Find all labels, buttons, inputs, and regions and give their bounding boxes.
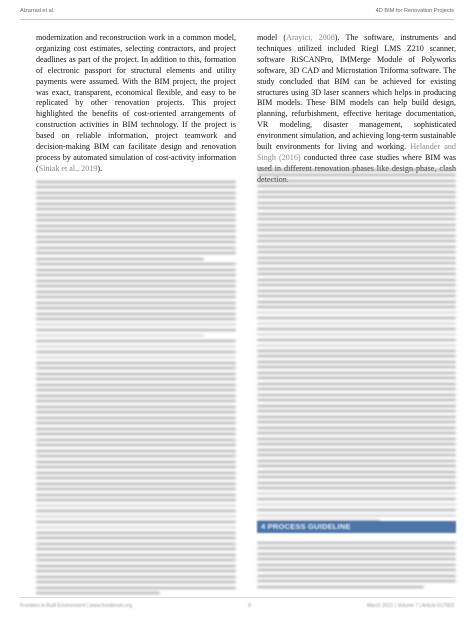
left-line-11: design and renovation process by automated simulation of [36,142,236,162]
header-title: 4D BIM for Renovation Projects [375,8,454,14]
left-line-4: of electronic passport for structural elements and utility payments [36,65,236,86]
header-divider [20,19,454,20]
left-citation[interactable]: Siniak et al., 2019 [38,163,98,173]
right-citation-1[interactable]: Arayici, 2008 [286,33,335,42]
right-text-2: conducted three case studies where BIM was [303,152,456,162]
left-line-8: cost-oriented arrangements of construction activities in BIM [36,109,236,130]
footer-issue: March 2021 | Volume 7 | Article 617553 [366,603,454,609]
footer-page-number: 8 [248,603,251,609]
left-line-9: technology. If the project is based on reliable information, [36,120,236,141]
left-line-7: other renovation projects. This project highlighted the benefits of [36,98,236,119]
running-header [20,5,454,17]
footer-divider [20,597,454,598]
right-column [257,33,456,593]
right-blurred-text-upper [257,169,456,525]
right-paragraph [257,33,456,186]
right-blurred-text-lower [257,542,456,591]
page-footer [20,601,454,611]
left-line-5: were assumed. With the BIM project, the project was exact, [36,76,236,97]
left-line-10: project teamwork and decision-making BIM can facilitate [36,131,236,152]
section-heading-bar [257,521,456,533]
section-heading: 4 PROCESS GUIDELINE [261,522,351,531]
left-column [36,33,236,593]
left-paragraph [36,33,236,175]
left-blurred-text [36,181,236,598]
footer-journal: Frontiers in Built Environment | www.frontiersin.org [20,603,133,609]
left-line-1: modernization and reconstruction work in a common model, [36,33,236,42]
right-citation-2[interactable]: Helander and Singh (2016) [257,142,456,162]
left-line-6: transparent, economical flexible, and easy to be replicated by [36,87,237,108]
left-line-3: deadlines as part of the project. In addition to this, formation [36,54,236,64]
right-intro: model ( [257,33,287,42]
left-citation-tail: ). [97,163,103,173]
left-line-12: cost-activity information ( [36,152,236,173]
left-line-2: organizing cost estimates, selecting contractors, and project [36,43,236,53]
header-authors: Alzarrad et al. [20,8,55,14]
right-text-1: ). The software, instruments and techniques utilized included Riegl LMS Z210 scanner, software RiSCANPro, IMMerge Module of Polyworks software, 3D CAD and Microstation Triforma software. The study concluded that BIM can be achieved for existing structures using 3D laser scanners which helps in producing BIM models. These BIM models can help build design, planning, refurbishment, effective heritage documentation, VR modeling, disaster management, sophisticated environment simulation, and achieving long-term sustainable built environments for living and working. [257,33,456,152]
